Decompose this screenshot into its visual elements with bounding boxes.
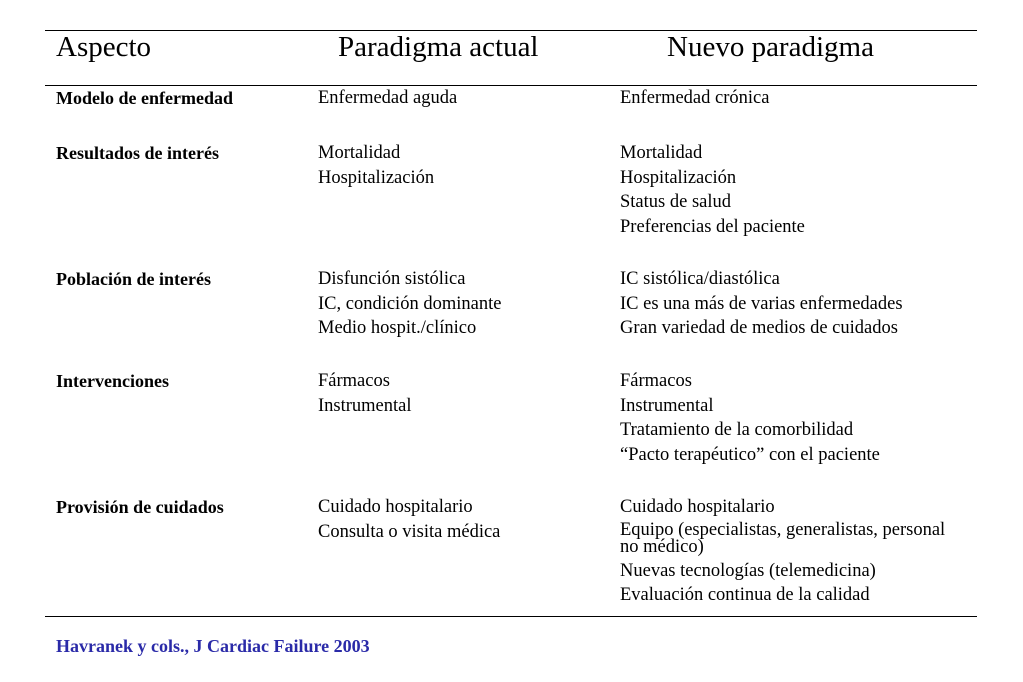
cell-line: Hospitalización <box>318 167 435 188</box>
cell-line: Fármacos <box>318 371 390 391</box>
new-paradigm-cell <box>620 141 980 239</box>
cell-line: IC sistólica/diastólica <box>620 269 780 289</box>
cell-line: Equipo (especialistas, generalistas, personal no médico) <box>620 519 946 557</box>
cell-line: Tratamiento de la comorbilidad <box>620 420 854 440</box>
cell-line: “Pacto terapéutico” con el paciente <box>620 444 880 465</box>
cell-line: Fármacos <box>620 371 692 391</box>
cell-line: Consulta o visita médica <box>318 521 501 542</box>
cell-line: Mortalidad <box>318 143 401 163</box>
cell-line: Instrumental <box>620 395 714 416</box>
current-paradigm-cell <box>318 369 608 418</box>
cell-line: Medio hospit./clínico <box>318 318 477 338</box>
header-nuevo-paradigma: Nuevo paradigma <box>667 31 874 63</box>
table-bottom-rule <box>45 616 977 617</box>
cell-line: Hospitalización <box>620 167 737 188</box>
cell-line: Evaluación continua de la calidad <box>620 585 870 605</box>
cell-line: Nuevas tecnologías (telemedicina) <box>620 560 876 581</box>
cell-line: Status de salud <box>620 192 731 212</box>
cell-line: Preferencias del paciente <box>620 216 805 237</box>
header-paradigma-actual: Paradigma actual <box>338 31 539 63</box>
current-paradigm-cell <box>318 495 608 544</box>
cell-line: Gran variedad de medios de cuidados <box>620 318 898 338</box>
cell-line: Cuidado hospitalario <box>620 497 775 517</box>
row-aspect-label: Resultados de interés <box>56 143 219 163</box>
header-aspecto: Aspecto <box>56 31 152 63</box>
new-paradigm-cell <box>620 495 980 608</box>
cell-line: Enfermedad aguda <box>318 88 458 108</box>
row-aspect-label: Población de interés <box>56 269 211 289</box>
cell-line: Disfunción sistólica <box>318 269 466 289</box>
current-paradigm-cell <box>318 267 608 341</box>
current-paradigm-cell <box>318 86 608 111</box>
cell-line: Enfermedad crónica <box>620 88 770 108</box>
new-paradigm-cell <box>620 86 980 111</box>
citation-reference: Havranek y cols., J Cardiac Failure 2003 <box>56 636 370 656</box>
cell-line: Cuidado hospitalario <box>318 497 473 517</box>
cell-line: IC, condición dominante <box>318 293 502 314</box>
new-paradigm-cell <box>620 267 980 341</box>
cell-line: IC es una más de varias enfermedades <box>620 293 903 314</box>
cell-line: Instrumental <box>318 395 412 416</box>
row-aspect-label: Intervenciones <box>56 371 169 391</box>
row-aspect-label: Provisión de cuidados <box>56 497 224 517</box>
new-paradigm-cell <box>620 369 980 467</box>
row-aspect-label: Modelo de enfermedad <box>56 88 233 108</box>
cell-line: Mortalidad <box>620 143 703 163</box>
current-paradigm-cell <box>318 141 608 190</box>
